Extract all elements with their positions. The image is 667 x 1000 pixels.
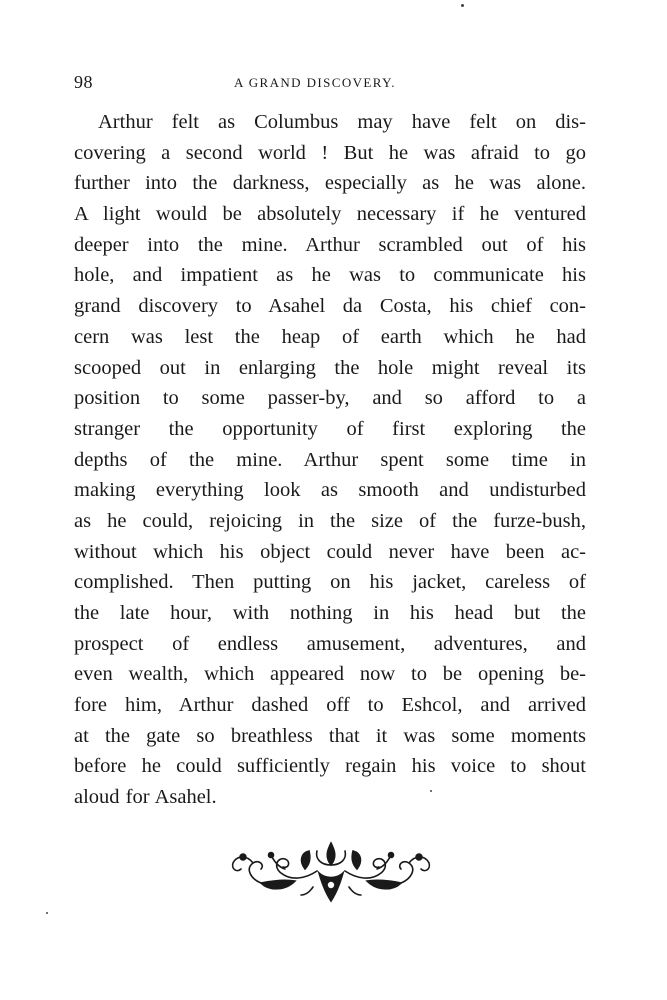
text-line: A light would be absolutely necessary if he ventured	[74, 203, 586, 226]
text-line: scooped out in enlarging the hole might reveal its	[74, 356, 586, 379]
floral-tailpiece-ornament-icon	[225, 835, 437, 905]
text-line: the late hour, with nothing in his head but the	[74, 602, 586, 624]
text-line: cern was lest the heap of earth which he had	[74, 325, 586, 348]
paper-speck	[430, 790, 432, 792]
text-line: fore him, Arthur dashed off to Eshcol, and arrived	[74, 694, 586, 717]
text-line: complished. Then putting on his jacket, careless of	[74, 571, 586, 594]
text-line: further into the darkness, especially as he was alone.	[74, 172, 586, 195]
text-line: at the gate so breathless that it was some moments	[74, 724, 586, 747]
text-line: before he could sufficiently regain his voice to shout	[74, 755, 586, 778]
page-header	[74, 72, 586, 96]
running-title: A GRAND DISCOVERY.	[234, 75, 396, 90]
paper-speck	[461, 4, 464, 7]
page-number: 98	[74, 72, 93, 92]
paper-speck	[46, 912, 48, 914]
text-line: without which his object could never have been ac-	[74, 540, 586, 563]
text-line: Arthur felt as Columbus may have felt on dis-	[98, 111, 586, 133]
text-line: stranger the opportunity of first exploring the	[74, 417, 586, 440]
text-line: prospect of endless amusement, adventures, and	[74, 632, 586, 655]
text-line: hole, and impatient as he was to communicate his	[74, 264, 586, 287]
text-line: depths of the mine. Arthur spent some time in	[74, 448, 586, 471]
text-line: aloud for Asahel.	[74, 786, 217, 809]
text-line: as he could, rejoicing in the size of the furze-bush,	[74, 509, 586, 532]
text-line: covering a second world ! But he was afraid to go	[74, 141, 586, 164]
text-line: grand discovery to Asahel da Costa, his chief con-	[74, 295, 586, 318]
body-text	[74, 107, 586, 813]
text-line: even wealth, which appeared now to be opening be-	[74, 663, 586, 686]
text-line: making everything look as smooth and undisturbed	[74, 479, 586, 502]
text-line: deeper into the mine. Arthur scrambled out of his	[74, 233, 586, 256]
text-line: position to some passer-by, and so afford to a	[74, 387, 586, 410]
